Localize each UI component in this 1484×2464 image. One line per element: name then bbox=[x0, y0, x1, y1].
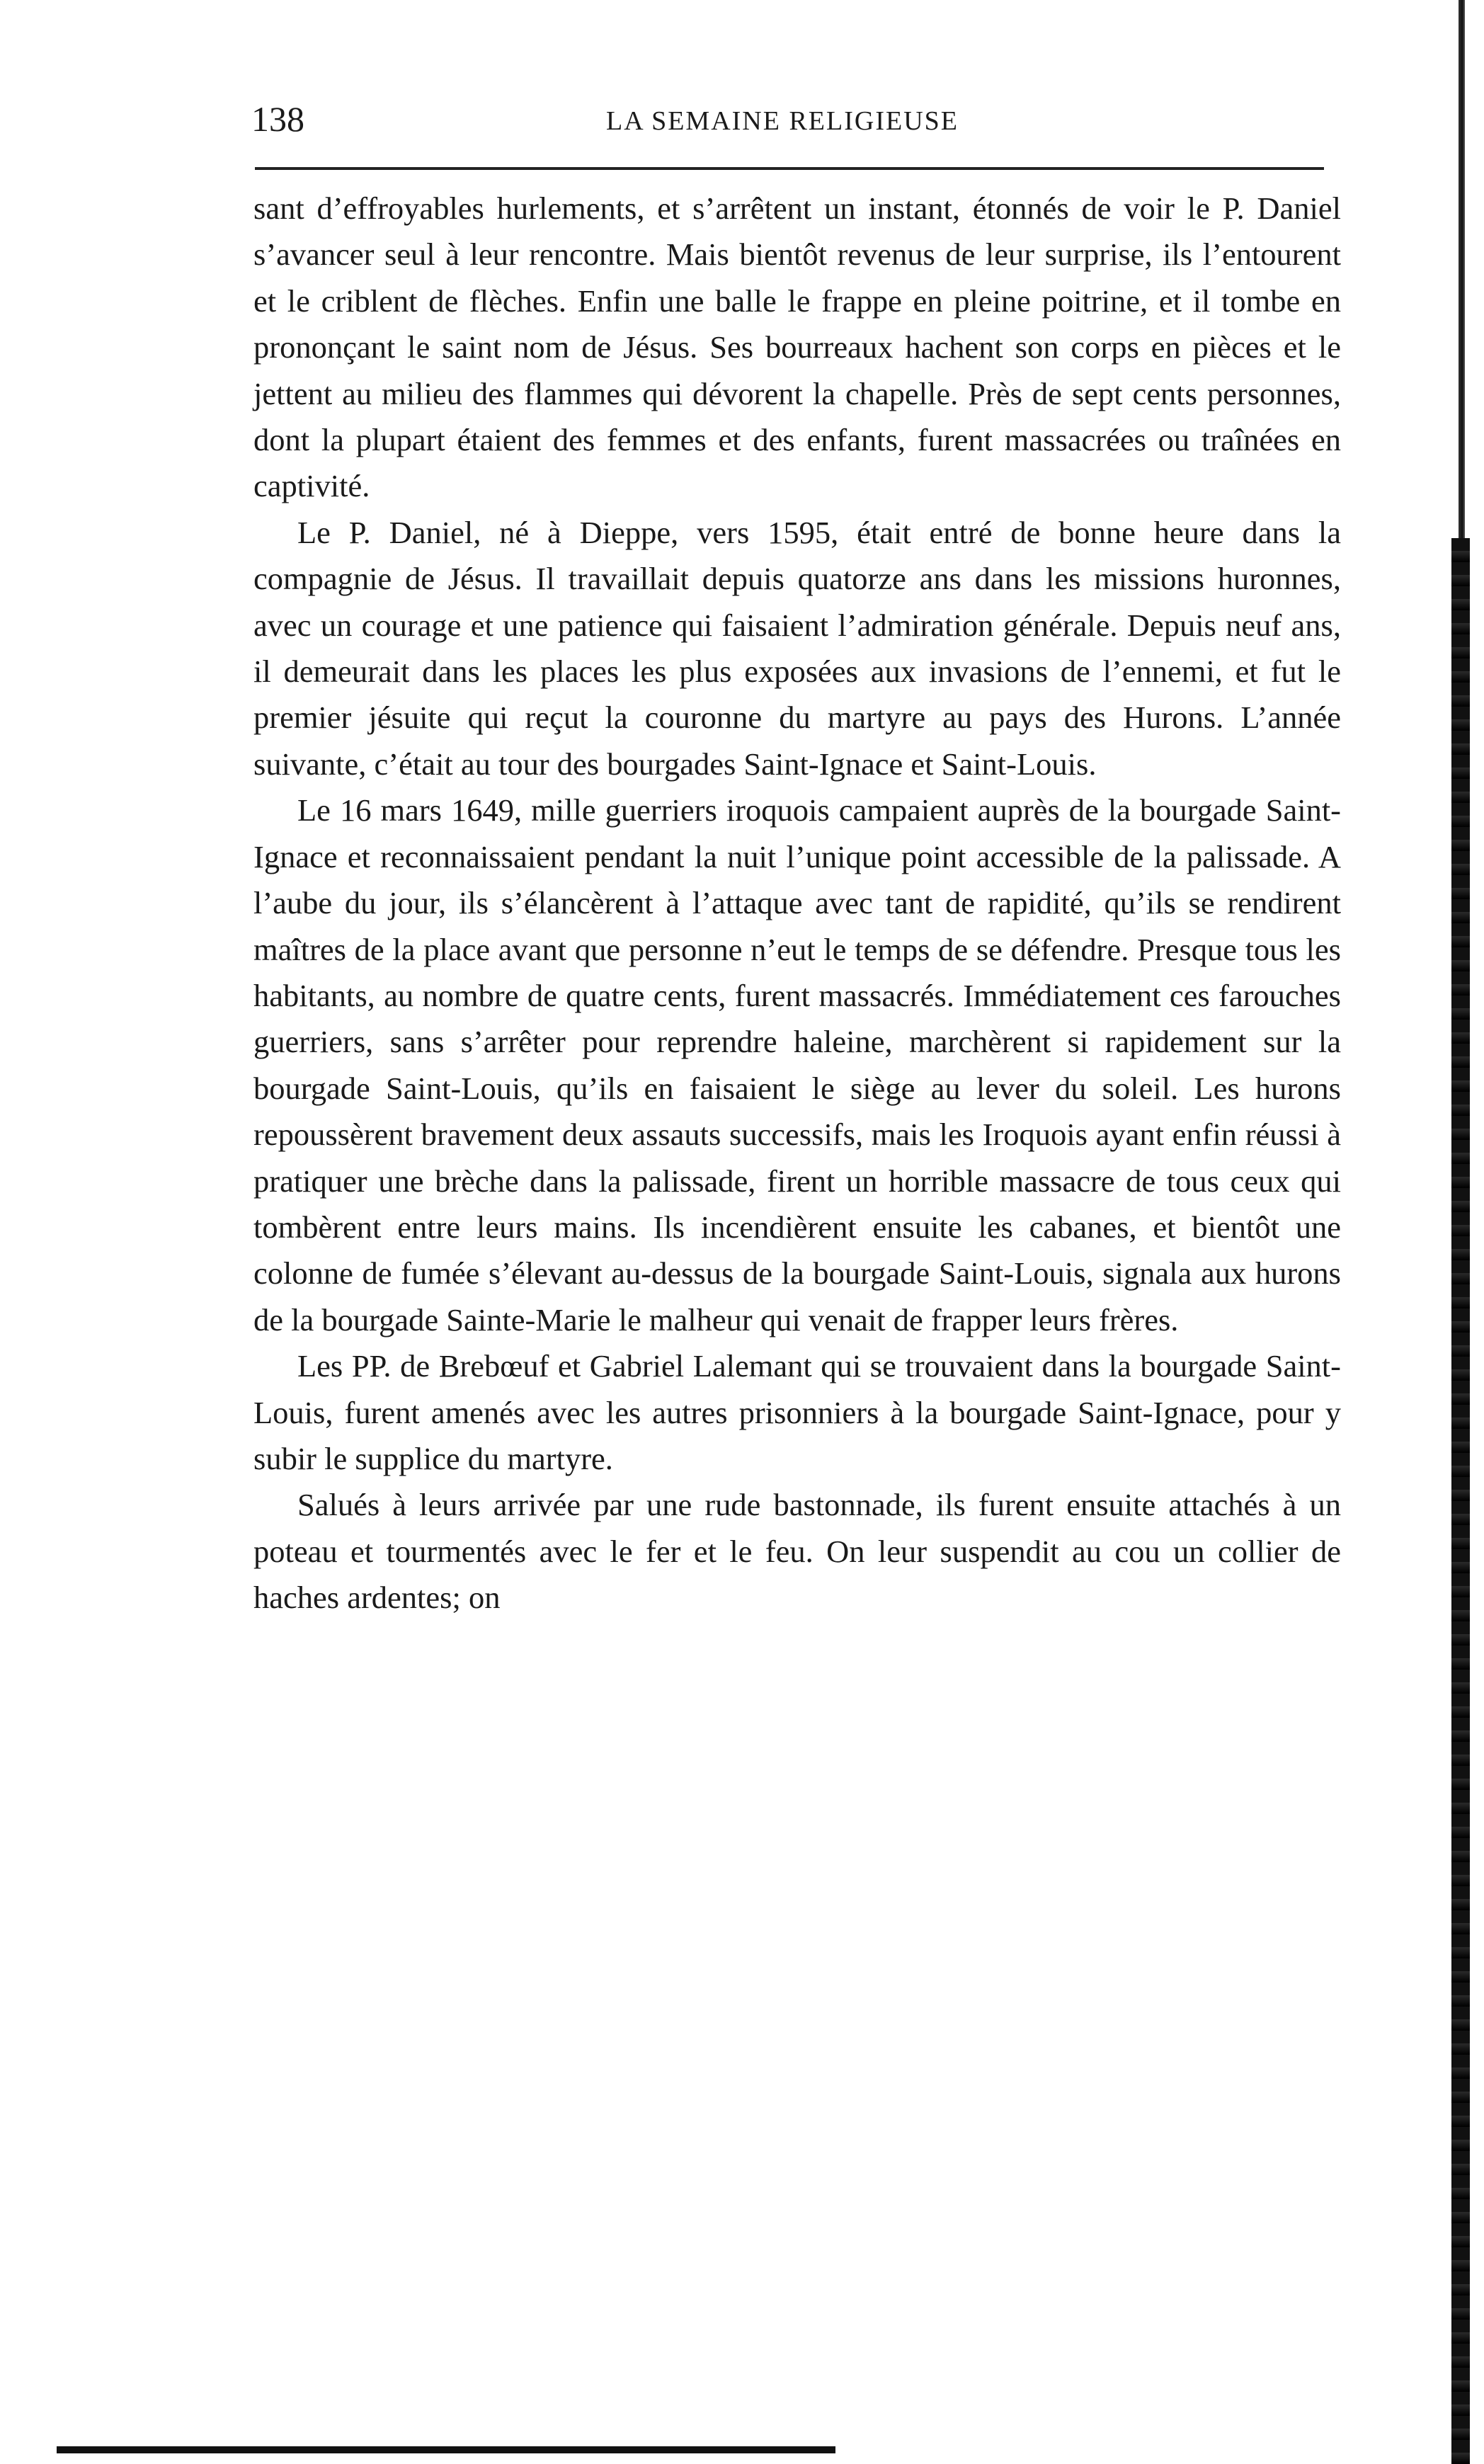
paragraph: Salués à leurs arrivée par une rude bastonnade, ils furent ensuite attachés à un poteau et tourmentés avec le fer et le feu. On leur suspendit au cou un collier de haches ardentes; on bbox=[253, 1487, 1341, 1616]
paragraph: sant d’effroyables hurlements, et s’arrêtent un instant, étonnés de voir le P. Daniel s’avancer seul à leur rencontre. Mais bientôt revenus de leur surprise, ils l’entourent et le criblent de flèches. Enfin une balle le frappe en pleine poitrine, et il tombe en prononçant le saint nom de Jésus. Ses bourreaux hachent son corps en pièces et le jettent au milieu des flammes qui dévorent la chapelle. Près de sept cents personnes, dont la plupart étaient des femmes et des enfants, furent massacrées ou traînées en captivité. bbox=[253, 190, 1341, 504]
page-header bbox=[251, 98, 1313, 147]
paragraph: Les PP. de Brebœuf et Gabriel Lalemant qui se trouvaient dans la bourgade Saint-Louis, furent amenés avec les autres prisonniers à la bourgade Saint-Ignace, pour y subir le supplice du martyre. bbox=[253, 1348, 1341, 1476]
bottom-edge-shadow bbox=[57, 2446, 835, 2453]
body-text bbox=[253, 186, 1341, 1621]
running-title: LA SEMAINE RELIGIEUSE bbox=[606, 106, 959, 136]
paragraph: Le P. Daniel, né à Dieppe, vers 1595, était entré de bonne heure dans la compagnie de Jésus. Il travaillait depuis quatorze ans dans les missions huronnes, avec un courage et une patience qui faisaient l’admiration générale. Depuis neuf ans, il demeurait dans les places les plus exposées aux invasions de l’ennemi, et fut le premier jésuite qui reçut la couronne du martyre au pays des Hurons. L’année suivante, c’était au tour des bourgades Saint-Ignace et Saint-Louis. bbox=[253, 514, 1341, 782]
header-rule bbox=[255, 167, 1324, 170]
paragraph: Le 16 mars 1649, mille guerriers iroquois campaient auprès de la bourgade Saint-Ignace et reconnaissaient pendant la nuit l’unique point accessible de la palissade. A l’aube du jour, ils s’élancèrent à l’attaque avec tant de rapidité, qu’ils se rendirent maîtres de la place avant que personne n’eut le temps de se défendre. Presque tous les habitants, au nombre de quatre cents, furent massacrés. Immédiatement ces farouches guerriers, sans s’arrêter pour reprendre haleine, marchèrent si rapidement sur la bourgade Saint-Louis, qu’ils en faisaient le siège au lever du soleil. Les hurons repoussèrent bravement deux assauts successifs, mais les Iroquois ayant enfin réussi à pratiquer une brèche dans la palissade, firent un horrible massacre de tous ceux qui tombèrent entre leurs mains. Ils incendièrent ensuite les cabanes, et bientôt une colonne de fumée s’élevant au-dessus de la bourgade Saint-Louis, signala aux hurons de la bourgade Sainte-Marie le malheur qui venait de frapper leurs frères. bbox=[253, 792, 1341, 1337]
page-number: 138 bbox=[251, 99, 304, 139]
page-edge-binding bbox=[1451, 538, 1470, 2464]
